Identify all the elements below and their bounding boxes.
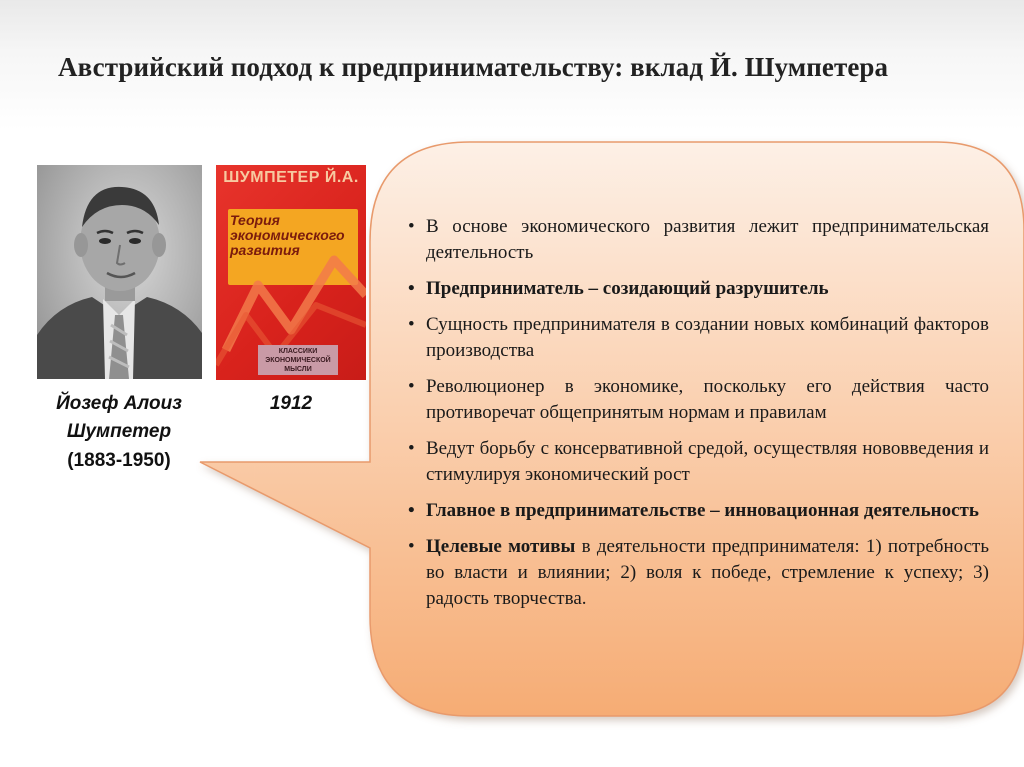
bullet-list: [406, 214, 989, 622]
portrait-photo: [37, 165, 202, 379]
book-title: Теория экономического развития: [230, 212, 345, 258]
book-year: 1912: [269, 393, 313, 414]
bullet-item: [406, 214, 989, 266]
bullet-lead: Целевые мотивы: [426, 536, 576, 557]
bullet-item: [406, 534, 989, 612]
book-author: ШУМПЕТЕР Й.А.: [223, 169, 359, 186]
bullet-item: [406, 498, 989, 524]
bullet-text: в деятельности предпринимателя: 1) потребность во власти и влиянии; 2) воля к победе, стремление к успеху; 3) радость творчества.: [426, 536, 989, 609]
bullet-text: В основе экономического развития лежит предпринимательская деятельность: [426, 216, 989, 263]
portrait-caption-years: (1883-1950): [67, 450, 171, 471]
bullet-text: Революционер в экономике, поскольку его действия часто противоречат общепринятым нормам и правилам: [426, 376, 989, 423]
bullet-item: [406, 312, 989, 364]
slide-title: Австрийский подход к предпринимательству: вклад Й. Шумпетера: [58, 52, 889, 82]
bullet-item: [406, 276, 989, 302]
bullet-text: Сущность предпринимателя в создании новых комбинаций факторов производства: [426, 314, 989, 361]
book-series-label: КЛАССИКИ ЭКОНОМИЧЕСКОЙ МЫСЛИ: [258, 345, 338, 375]
portrait-caption-name: Йозеф Алоиз Шумпетер: [56, 393, 182, 442]
bullet-item: [406, 374, 989, 426]
bullet-text: Ведут борьбу с консервативной средой, осуществляя нововведения и стимулируя экономический рост: [426, 438, 989, 485]
book-cover: [216, 165, 366, 380]
bullet-text: Главное в предпринимательстве – инновационная деятельность: [426, 500, 979, 521]
bullet-item: [406, 436, 989, 488]
bullet-text: Предприниматель – созидающий разрушитель: [426, 278, 829, 299]
